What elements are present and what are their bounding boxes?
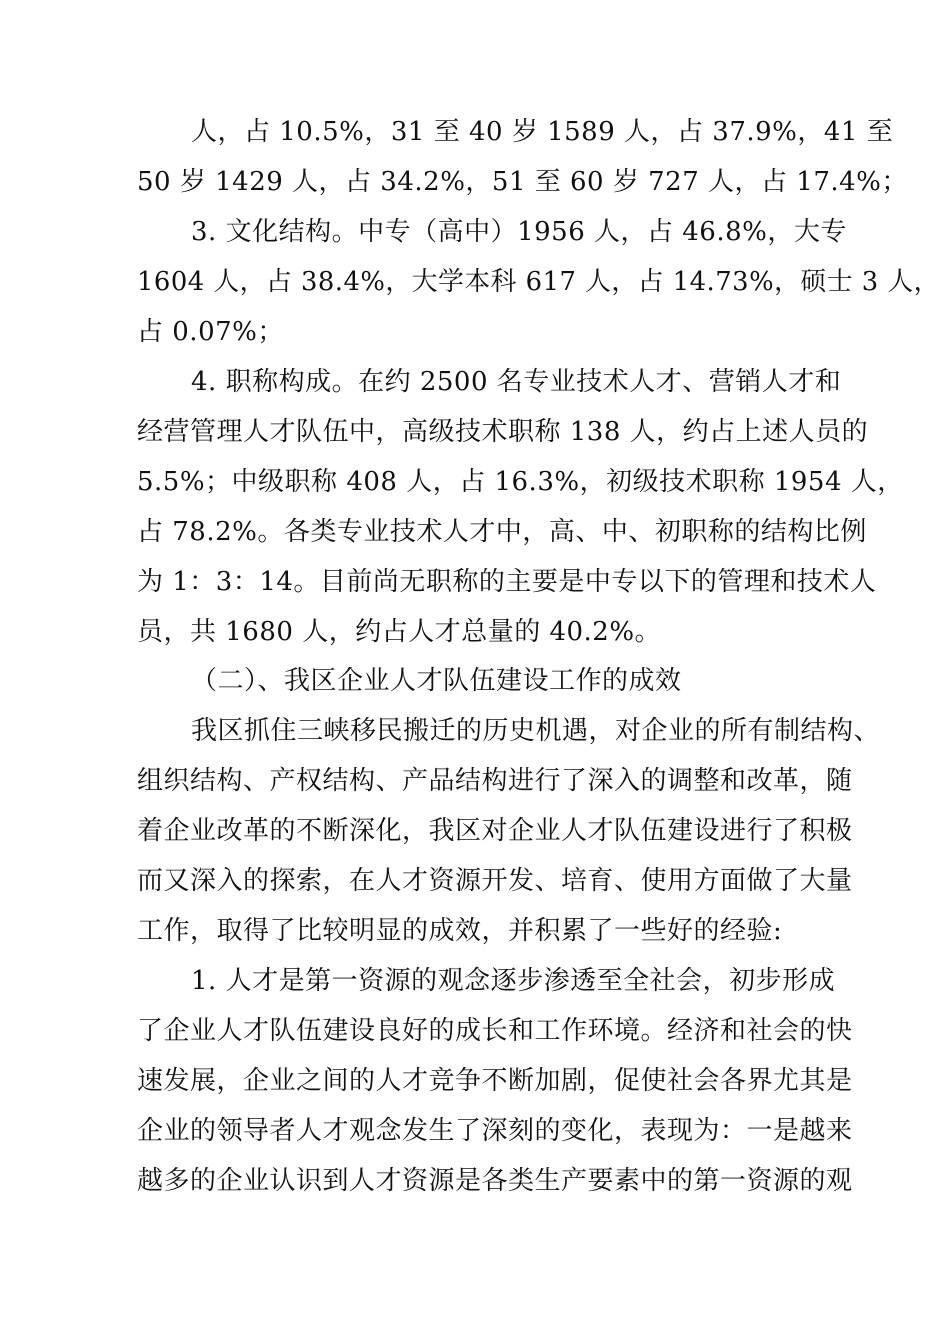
text-line: 员，共 1680 人，约占人才总量的 40.2%。 (137, 617, 662, 647)
text-line: 1604 人，占 38.4%，大学本科 617 人，占 14.73%，硕士 3 人， (137, 267, 940, 297)
text-line: 速发展，企业之间的人才竞争不断加剧，促使社会各界尤其是 (137, 1066, 853, 1096)
text-line: 5.5%；中级职称 408 人，占 16.3%，初级技术职称 1954 人， (137, 467, 904, 497)
text-line: 1. 人才是第一资源的观念逐步渗透至全社会，初步形成 (191, 966, 836, 996)
text-line: 而又深入的探索，在人才资源开发、培育、使用方面做了大量 (137, 866, 853, 896)
text-line: 占 78.2%。各类专业技术人才中，高、中、初职称的结构比例 (137, 517, 867, 547)
text-line: 人，占 10.5%，31 至 40 岁 1589 人，占 37.9%，41 至 (191, 117, 894, 147)
text-line: 工作，取得了比较明显的成效，并积累了一些好的经验: (137, 916, 783, 946)
section-heading: （二）、我区企业人才队伍建设工作的成效 (191, 666, 682, 696)
text-line: 组织结构、产权结构、产品结构进行了深入的调整和改革，随 (137, 766, 853, 796)
text-line: 4. 职称构成。在约 2500 名专业技术人才、营销人才和 (191, 367, 842, 397)
text-line: 着企业改革的不断深化，我区对企业人才队伍建设进行了积极 (137, 816, 853, 846)
text-line: 经营管理人才队伍中，高级技术职称 138 人，约占上述人员的 (137, 417, 869, 447)
text-line: 占 0.07%； (137, 317, 284, 347)
text-line: 3. 文化结构。中专（高中）1956 人，占 46.8%，大专 (191, 217, 847, 247)
text-line: 为 1：3：14。目前尚无职称的主要是中专以下的管理和技术人 (137, 567, 877, 597)
text-line: 我区抓住三峡移民搬迁的历史机遇，对企业的所有制结构、 (191, 716, 881, 746)
text-line: 50 岁 1429 人，占 34.2%，51 至 60 岁 727 人，占 17.4%； (137, 167, 908, 197)
text-line: 企业的领导者人才观念发生了深刻的变化，表现为：一是越来 (137, 1116, 853, 1146)
text-line: 越多的企业认识到人才资源是各类生产要素中的第一资源的观 (137, 1166, 853, 1196)
text-line: 了企业人才队伍建设良好的成长和工作环境。经济和社会的快 (137, 1016, 853, 1046)
